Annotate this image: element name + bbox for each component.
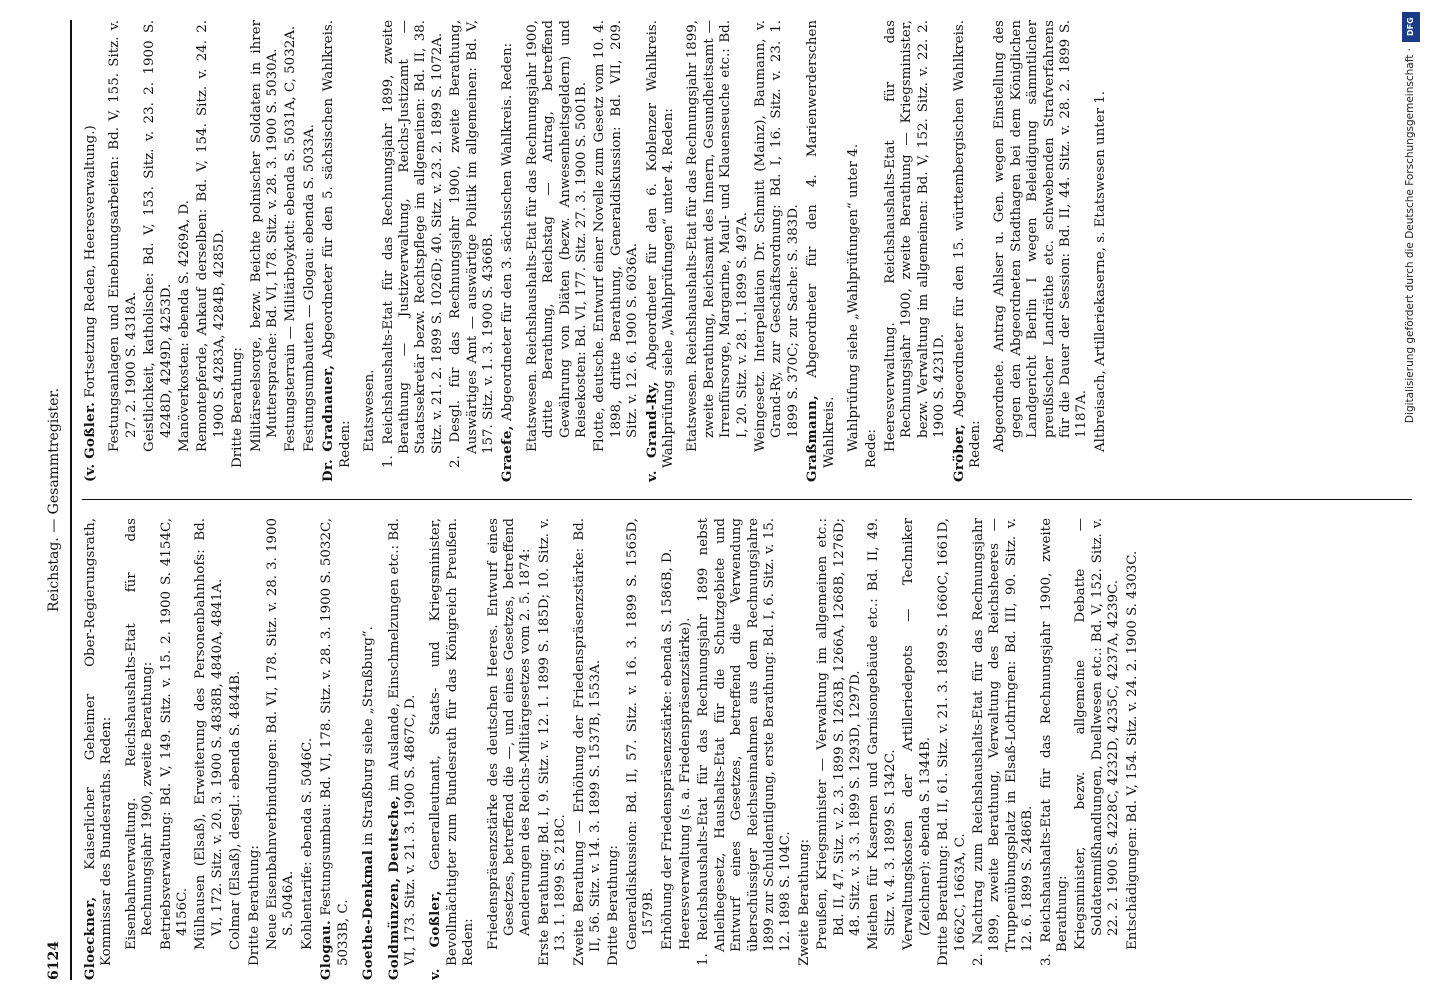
rotated-sheet [40, 20, 1420, 980]
running-header [40, 20, 68, 980]
dfg-logo: DFG [1402, 12, 1420, 42]
entry-line: Remontepferde, Ankauf derselben: Bd. V, 154. Sitz. v. 24. 2. 1900 S. 4283A, 4284B, 4285D. [195, 20, 227, 452]
entry-line: Neue Eisenbahnverbindungen: Bd. VI, 178. Sitz. v. 28. 3. 1900 S. 5046A. [265, 518, 297, 950]
entry-line: Flotte, deutsche. Entwurf einer Novelle zum Gesetz vom 10. 4. 1898, dritte Berathung, Generaldiskussion: Bd. VII, 209. Sitz. v. 12. 6. 1900 S. 6036A. [592, 20, 641, 452]
index-entry [82, 518, 116, 980]
index-entry [386, 518, 420, 980]
entry-line: 2. Nachtrag zum Reichshaushalts-Etat für das Rechnungsjahr 1899, zweite Berathung, Verwaltung des Reichsheeres — Truppenübungsplatz in Elsaß-Lothringen: Bd. III, 90. Sitz. v. 12. 6. 1899 S. 2486B. [970, 518, 1036, 966]
entry-heading: Gloeckner, [82, 896, 98, 980]
entry-text: Abgeordneter für den 3. sächsischen Wahlkreis. Reden: [500, 42, 516, 421]
entry-heading: v. Grand-Ry, [643, 381, 660, 482]
entry-line: Kohlentarife: ebenda S. 5046C. [299, 737, 315, 950]
entry-line: 3. Reichshaushalts-Etat für das Rechnungsjahr 1900, zweite Berathung: [1038, 518, 1070, 966]
entry-line: Friedenspräsenzstärke des deutschen Heeres. Entwurf eines Gesetzes, betreffend die —, und eines Gesetzes, betreffend Aenderungen des Reichs-Militärgesetzes vom 2. 5. 1874: [485, 518, 534, 950]
entry-line: Altbreisach, Artilleriekaserne, s. Etatswesen unter 1. [1092, 90, 1108, 452]
column-divider [82, 499, 1412, 500]
page-title: Reichstag. — Gesammtregister. [46, 388, 62, 612]
entry-heading: Graefe, [499, 425, 516, 482]
index-entry [644, 20, 678, 482]
entry-line: Etatswesen. Reichshaushalts-Etat für das Rechnungsjahr 1899, zweite Berathung, Reichsamt des Innern, Gesundheitsamt — Irrenfürsorge, Margarine, Maul- und Klauenseuche etc.: Bd. I, 20. Sitz. v. 28. 1. 1899 S. 497A. [685, 20, 750, 452]
index-columns [82, 20, 1412, 980]
entry-line: Erste Berathung: Bd. I, 9. Sitz. v. 12. 1. 1899 S. 185D; 10. Sitz. v. 13. 1. 1899 S. 218C. [536, 518, 569, 966]
entry-line: Festungsumbauten — Glogau: ebenda S. 5033A. [301, 124, 317, 452]
header-rule [70, 20, 72, 980]
entry-line: Entschädigungen: Bd. V, 154. Sitz. v. 24. 2. 1900 S. 4303C. [1124, 550, 1140, 950]
entry-line: Zweite Berathung: [796, 838, 812, 966]
index-entry [82, 20, 99, 482]
entry-line: Eisenbahnverwaltung. Reichshaushalts-Etat für das Rechnungsjahr 1900, zweite Berathung: [123, 518, 156, 950]
entry-line: Miethen für Kasernen und Garnisongebäude etc.: Bd. II, 49. Sitz. v. 4. 3. 1899 S. 1342C. [866, 518, 898, 950]
entry-line: Etatswesen. Reichshaushalts-Etat für das Rechnungsjahr 1900, dritte Berathung, Reichstag — Antrag, betreffend Gewährung von Diäten (bezw. Anwesenheitsgeldern) und Reisekosten: Bd. VI, 177. Sitz. 27. 3. 1900 S. 5001B. [524, 20, 589, 452]
index-entry [318, 518, 352, 980]
entry-line: Festungsterrain — Militärboykott: ebenda S. 5031A, C, 5032A. [283, 25, 299, 452]
entry-heading: Goldmünzen, Deutsche, [385, 795, 402, 980]
digitization-strip [1396, 4, 1426, 996]
entry-line: Heeresverwaltung. Reichshaushalts-Etat für das Rechnungsjahr 1900, zweite Berathung — Kriegsminister, bezw. Verwaltung im allgemeinen: Bd. V, 152. Sitz. v. 22. 2. 1900 S. 4231D. [882, 20, 948, 452]
entry-line: Etatswesen. [362, 369, 378, 452]
entry-line: Heeresverwaltung (s. a. Friedenspräsenzstärke). [678, 617, 693, 950]
entry-heading: v. Goßler, [427, 890, 444, 980]
index-entry [951, 20, 985, 482]
index-entry [804, 20, 838, 482]
entry-line: Dritte Berathung: [606, 845, 622, 966]
entry-line: Rede: [864, 428, 880, 468]
entry-line: Betriebsverwaltung: Bd. V, 149. Sitz. v. 15. 2. 1900 S. 4154C, 4156C. [158, 518, 191, 950]
entry-line: Mülhausen (Elsaß), Erweiterung des Personenbahnhofs: Bd. VI, 172. Sitz. v. 20. 3. 1900 S. 4838B, 4840A, 4841A. [193, 518, 225, 950]
entry-text: in Straßburg siehe „Straßburg“. [361, 626, 377, 846]
entry-line: Militärseelsorge, bezw. Beichte polnischer Soldaten in ihrer Muttersprache: Bd. VI, 178. Sitz. v. 28. 3. 1900 S. 5030A. [248, 20, 281, 452]
entry-line: Verwaltungskosten der Artilleriedepots — Techniker (Zeichner): ebenda S. 1344B. [901, 518, 933, 950]
entry-heading: (v. Goßler. [82, 401, 98, 482]
entry-heading: Glogau. [318, 920, 335, 980]
entry-text: Generalleutnant, Staats- und Kriegsminister, Bevollmächtigter zum Bundesrath für das Königreich Preußen. Reden: [428, 518, 477, 966]
index-entry [320, 20, 354, 482]
page-number: 6124 [46, 941, 62, 980]
entry-text: im Auslande, Einschmelzungen etc.: Bd. VI, 173. Sitz. v. 21. 3. 1900 S. 4867C, D. [386, 518, 418, 966]
index-entry [360, 518, 377, 980]
entry-line: Abgeordnete. Antrag Ahlser u. Gen. wegen Einstellung des gegen den Abgeordneten Stadthagen bei dem Königlichen Landgericht Berlin I wegen Beleidigung sämmtlicher preußischer Landräthe etc. schwebenden Strafverfahrens für die Dauer der Session: Bd. II, 44. Sitz. v. 28. 2. 1899 S. 1187A. [992, 20, 1090, 452]
entry-line: Generaldiskussion: Bd. II, 57. Sitz. v. 16. 3. 1899 S. 1565D, 1579B. [624, 518, 657, 950]
entry-line: Preußen, Kriegsminister — Verwaltung im allgemeinen etc.: Bd. II, 47. Sitz. v. 2. 3. 1899 S. 1263B, 1266A, 1268B, 1276D; 48. Sitz. v. 3. 3. 1899 S. 1293D, 1297D. [815, 518, 864, 950]
entry-line: 1. Reichshaushalts-Etat für das Rechnungsjahr 1899, zweite Berathung — Justizverwaltung, Reichs-Justizamt — Staatssekretär bezw. Rechtspflege im allgemeinen: Bd. II, 38. Sitz. v. 21. 2. 1899 S. 1026D; 40. Sitz. v. 23. 2. 1899 S. 1072A. [380, 20, 445, 468]
left-column [82, 518, 1412, 980]
entry-line: Weingesetz. Interpellation Dr. Schmitt (Mainz), Baumann, v. Grand-Ry, zur Geschäftsordnung: Bd. I, 16. Sitz. v. 23. 1. 1899 S. 370C; zur Sache: S. 383D. [753, 20, 801, 452]
index-entry [427, 518, 477, 980]
digitization-credit: Digitalisierung gefördert durch die Deutsche Forschungsgemeinschaft · [1404, 48, 1416, 424]
entry-line: Wahlprüfung siehe „Wahlprüfungen“ unter 4. [846, 144, 862, 452]
entry-line: Dritte Berathung: [230, 347, 246, 468]
entry-line: Erhöhung der Friedenspräsenzstärke: ebenda S. 1586B, D. [659, 548, 675, 950]
entry-text: Kaiserlicher Geheimer Ober-Regierungsrath, Kommissar des Bundesraths. Reden: [83, 518, 115, 966]
entry-text: Abgeordneter für den 6. Koblenzer Wahlkreis. Wahlprüfung siehe „Wahlprüfungen“ unter 4. Reden: [644, 20, 676, 468]
entry-line: Zweite Berathung — Erhöhung der Friedenspräsenzstärke: Bd. II, 56. Sitz. v. 14. 3. 1899 S. 1537B, 1553A. [571, 518, 603, 966]
entry-text: Festungsumbau: Bd. VI, 178. Sitz. v. 28. 3. 1900 S. 5032C, 5033B, C. [319, 518, 351, 966]
entry-line: 2. Desgl. für das Rechnungsjahr 1900, zweite Berathung, Auswärtiges Amt — auswärtige Politik im allgemeinen: Bd. V, 157. Sitz. v. 1. 3. 1900 S. 4366B. [448, 20, 496, 468]
entry-text: Abgeordneter für den 4. Marienwerderschen Wahlkreis. [805, 20, 837, 468]
right-column [82, 20, 1412, 482]
entry-line: Dritte Berathung: Bd. II, 61. Sitz. v. 21. 3. 1899 S. 1660C, 1661D, 1662C, 1663A, C. [936, 518, 968, 966]
entry-text: Abgeordneter für den 15. württembergischen Wahlkreis. Reden: [951, 20, 983, 468]
entry-line: Kriegsminister, bezw. allgemeine Debatte — Soldatenmißhandlungen, Duellwesen etc.: Bd. V, 152. Sitz. v. 22. 2. 1900 S. 4228C, 4232D, 4235C, 4237A, 4239C. [1073, 518, 1122, 950]
entry-text: Abgeordneter für den 5. sächsischen Wahlkreis. Reden: [321, 20, 353, 468]
entry-heading: Gröber, [950, 423, 967, 482]
index-entry [499, 20, 516, 482]
entry-line: Geistlichkeit, katholische: Bd. V, 153. Sitz. v. 23. 2. 1900 S. 4248D, 4249D, 4253D. [142, 20, 174, 452]
entry-line: Festungsanlagen und Einebnungsarbeiten: Bd. V, 155. Sitz. v. 27. 2. 1900 S. 4318A. [107, 20, 139, 452]
entry-line: Colmar (Elsaß), desgl.: ebenda S. 4844B. [228, 670, 244, 950]
entry-heading: Dr. Gradnauer, [320, 364, 337, 482]
entry-line: Dritte Berathung: [246, 845, 262, 966]
entry-line: 1. Reichshaushalts-Etat für das Rechnungsjahr 1899 nebst Anleihegesetz, Haushalts-Etat für die Schutzgebiete und Entwurf eines Gesetzes, betreffend die Verwendung überschüssiger Reichseinnahmen aus dem Rechnungsjahre 1899 zur Schuldentilgung, erste Berathung: Bd. I, 6. Sitz. v. 15. 12. 1898 S. 104C. [696, 518, 794, 966]
entry-heading: Goethe-Denkmal [360, 849, 377, 980]
entry-text: Fortsetzung Reden, Heeresverwaltung.) [83, 125, 98, 398]
entry-heading: Graßmann, [804, 394, 821, 482]
entry-line: Manöverkosten: ebenda S. 4269A, D. [177, 200, 193, 452]
